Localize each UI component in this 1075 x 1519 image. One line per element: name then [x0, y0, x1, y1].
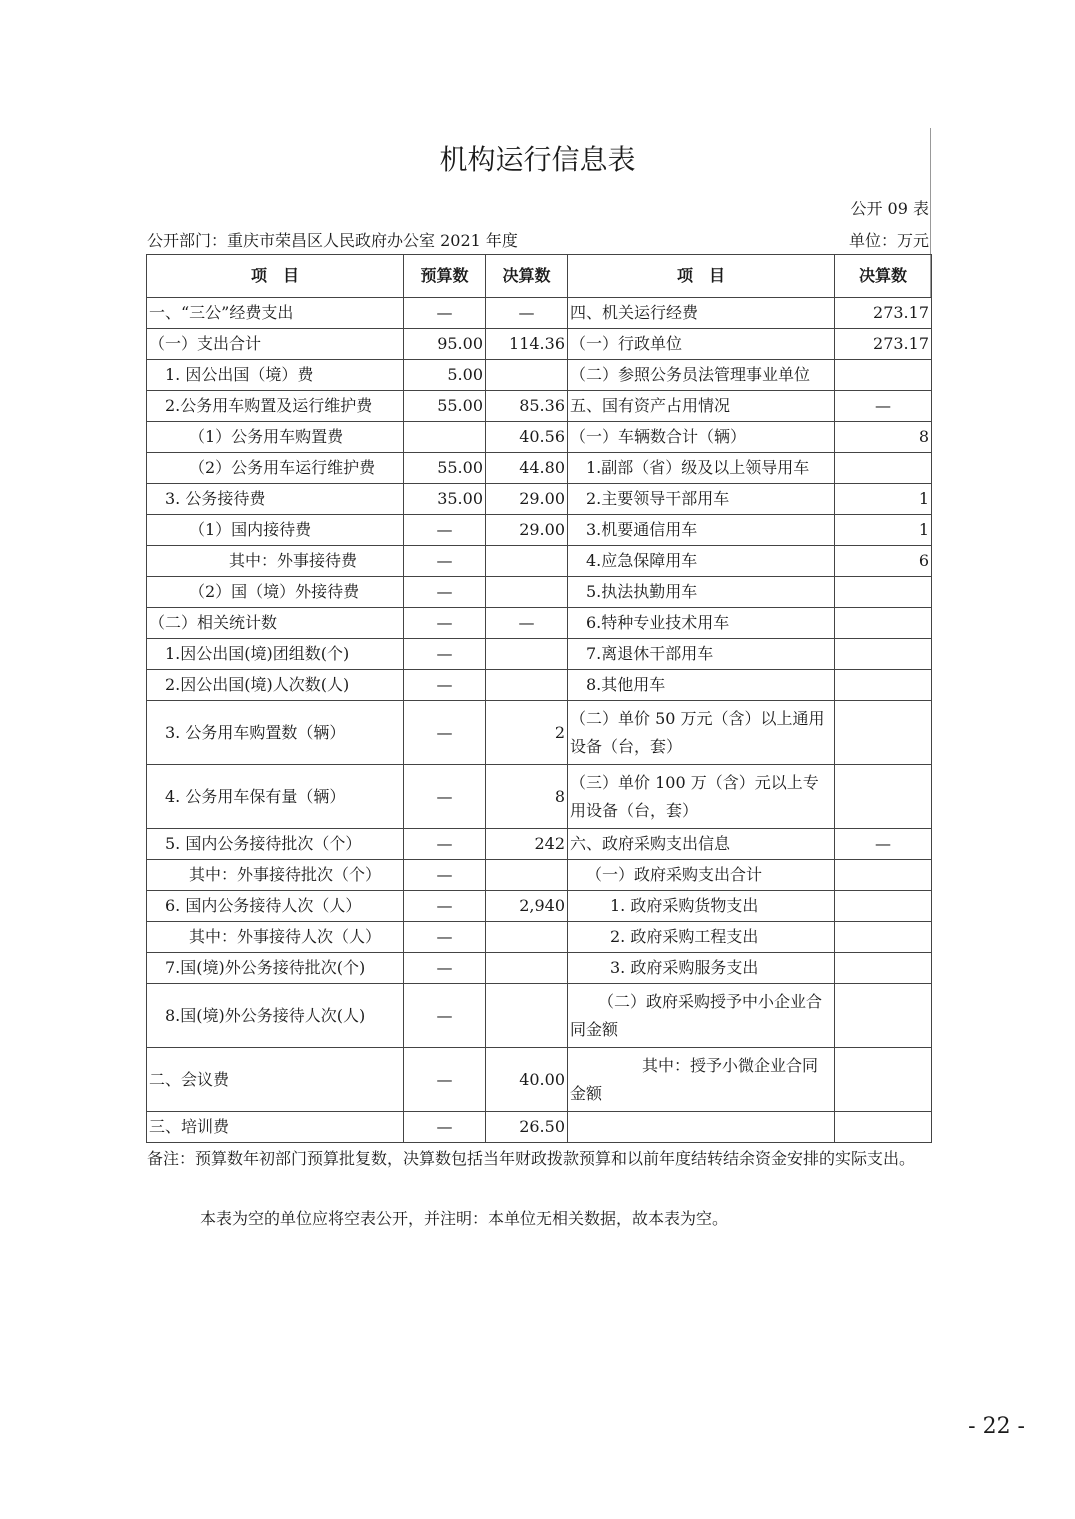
- table-row: [147, 484, 932, 515]
- page-title: 机构运行信息表: [439, 143, 636, 176]
- row-actual: —: [486, 298, 568, 329]
- row-right-actual: [835, 453, 932, 484]
- row-label: 其中：外事接待费: [147, 546, 404, 577]
- footnote-empty-table: 本表为空的单位应将空表公开，并注明：本单位无相关数据，故本表为空。: [200, 1209, 729, 1228]
- table-row: [147, 701, 932, 765]
- row-label: 8.国(境)外公务接待人次(人): [147, 984, 404, 1048]
- row-budget: —: [404, 515, 486, 546]
- table-row: [147, 860, 932, 891]
- row-right-label: 6.特种专业技术用车: [568, 608, 835, 639]
- row-actual: 40.56: [486, 422, 568, 453]
- row-actual: [486, 984, 568, 1048]
- row-right-actual: [835, 984, 932, 1048]
- row-right-actual: —: [835, 391, 932, 422]
- row-right-actual: 1: [835, 515, 932, 546]
- table-row: [147, 1112, 932, 1143]
- row-right-actual: [835, 670, 932, 701]
- row-right-label: 4.应急保障用车: [568, 546, 835, 577]
- table-row: [147, 391, 932, 422]
- row-budget: 55.00: [404, 453, 486, 484]
- row-right-label: 7.离退休干部用车: [568, 639, 835, 670]
- row-budget: —: [404, 1048, 486, 1112]
- row-budget: —: [404, 765, 486, 829]
- row-right-actual: [835, 765, 932, 829]
- row-label: 6. 国内公务接待人次（人）: [147, 891, 404, 922]
- header-budget: 预算数: [404, 255, 486, 298]
- row-label: 其中：外事接待人次（人）: [147, 922, 404, 953]
- row-label: 1.因公出国(境)团组数(个): [147, 639, 404, 670]
- row-actual: [486, 546, 568, 577]
- row-actual: [486, 360, 568, 391]
- row-label: 三、培训费: [147, 1112, 404, 1143]
- table-row: [147, 953, 932, 984]
- table-row: [147, 639, 932, 670]
- row-label: 3. 公务接待费: [147, 484, 404, 515]
- row-right-actual: [835, 953, 932, 984]
- row-budget: —: [404, 608, 486, 639]
- row-budget: 35.00: [404, 484, 486, 515]
- row-label: 5. 国内公务接待批次（个）: [147, 829, 404, 860]
- table-row: [147, 922, 932, 953]
- row-right-actual: [835, 360, 932, 391]
- row-budget: —: [404, 639, 486, 670]
- row-actual: 26.50: [486, 1112, 568, 1143]
- row-actual: 114.36: [486, 329, 568, 360]
- row-right-label: 3.机要通信用车: [568, 515, 835, 546]
- row-right-actual: 8: [835, 422, 932, 453]
- table-row: [147, 829, 932, 860]
- row-right-label: （一）政府采购支出合计: [568, 860, 835, 891]
- row-label: （二）相关统计数: [147, 608, 404, 639]
- row-label: 2.公务用车购置及运行维护费: [147, 391, 404, 422]
- table-row: [147, 546, 932, 577]
- table-row: [147, 515, 932, 546]
- row-budget: —: [404, 829, 486, 860]
- row-right-label: 其中：授予小微企业合同金额: [568, 1048, 835, 1112]
- row-actual: —: [486, 608, 568, 639]
- row-actual: 29.00: [486, 484, 568, 515]
- row-budget: —: [404, 670, 486, 701]
- table-row: [147, 422, 932, 453]
- row-right-actual: [835, 891, 932, 922]
- table-row: [147, 329, 932, 360]
- row-label: 其中：外事接待批次（个）: [147, 860, 404, 891]
- row-right-label: 四、机关运行经费: [568, 298, 835, 329]
- row-budget: —: [404, 984, 486, 1048]
- unit-label: 单位：万元: [848, 231, 929, 250]
- row-budget: —: [404, 922, 486, 953]
- row-right-actual: [835, 860, 932, 891]
- row-right-label: 2.主要领导干部用车: [568, 484, 835, 515]
- row-actual: 40.00: [486, 1048, 568, 1112]
- row-actual: [486, 860, 568, 891]
- row-actual: 29.00: [486, 515, 568, 546]
- info-table: [146, 254, 932, 1143]
- table-row: [147, 670, 932, 701]
- row-budget: —: [404, 577, 486, 608]
- header-actual-left: 决算数: [486, 255, 568, 298]
- row-actual: 2,940: [486, 891, 568, 922]
- row-budget: 55.00: [404, 391, 486, 422]
- table-row: [147, 360, 932, 391]
- row-right-actual: [835, 608, 932, 639]
- row-actual: [486, 953, 568, 984]
- row-label: （2）公务用车运行维护费: [147, 453, 404, 484]
- row-right-label: 8.其他用车: [568, 670, 835, 701]
- row-right-actual: [835, 577, 932, 608]
- row-right-actual: [835, 1048, 932, 1112]
- row-right-label: 五、国有资产占用情况: [568, 391, 835, 422]
- row-right-actual: [835, 701, 932, 765]
- header-actual-right: 决算数: [835, 255, 932, 298]
- table-row: [147, 984, 932, 1048]
- row-right-label: 2. 政府采购工程支出: [568, 922, 835, 953]
- row-right-label: （一）行政单位: [568, 329, 835, 360]
- row-right-actual: [835, 1112, 932, 1143]
- row-right-label: [568, 1112, 835, 1143]
- table-row: [147, 891, 932, 922]
- row-budget: 5.00: [404, 360, 486, 391]
- row-right-label: 5.执法执勤用车: [568, 577, 835, 608]
- row-label: 4. 公务用车保有量（辆）: [147, 765, 404, 829]
- row-actual: 44.80: [486, 453, 568, 484]
- footnote: 备注：预算数年初部门预算批复数，决算数包括当年财政拨款预算和以前年度结转结余资金安排的实际支出。: [147, 1149, 916, 1168]
- row-right-label: （二）单价 50 万元（含）以上通用设备（台，套）: [568, 701, 835, 765]
- row-label: 3. 公务用车购置数（辆）: [147, 701, 404, 765]
- row-actual: [486, 670, 568, 701]
- row-budget: —: [404, 298, 486, 329]
- header-item-left: 项 目: [147, 255, 404, 298]
- department-line: 公开部门：重庆市荣昌区人民政府办公室 2021 年度: [147, 231, 518, 250]
- row-budget: —: [404, 701, 486, 765]
- table-row: [147, 453, 932, 484]
- form-number: 公开 09 表: [850, 199, 929, 218]
- row-right-actual: [835, 922, 932, 953]
- row-actual: [486, 922, 568, 953]
- table-header-row: [147, 255, 932, 298]
- page-number: - 22 -: [968, 1414, 1025, 1439]
- row-label: （1）公务用车购置费: [147, 422, 404, 453]
- table-row: [147, 765, 932, 829]
- table-row: [147, 608, 932, 639]
- row-label: （2）国（境）外接待费: [147, 577, 404, 608]
- row-label: 二、会议费: [147, 1048, 404, 1112]
- row-right-actual: 273.17: [835, 298, 932, 329]
- row-actual: [486, 639, 568, 670]
- header-item-right: 项 目: [568, 255, 835, 298]
- table-row: [147, 298, 932, 329]
- row-right-label: （二）政府采购授予中小企业合同金额: [568, 984, 835, 1048]
- row-right-actual: 6: [835, 546, 932, 577]
- row-right-label: 3. 政府采购服务支出: [568, 953, 835, 984]
- row-right-actual: 1: [835, 484, 932, 515]
- row-right-actual: [835, 639, 932, 670]
- row-actual: [486, 577, 568, 608]
- row-label: （1）国内接待费: [147, 515, 404, 546]
- row-right-label: 1.副部（省）级及以上领导用车: [568, 453, 835, 484]
- row-label: 7.国(境)外公务接待批次(个): [147, 953, 404, 984]
- row-actual: 85.36: [486, 391, 568, 422]
- row-budget: —: [404, 1112, 486, 1143]
- row-label: 2.因公出国(境)人次数(人): [147, 670, 404, 701]
- row-label: 1. 因公出国（境）费: [147, 360, 404, 391]
- row-budget: —: [404, 953, 486, 984]
- row-budget: —: [404, 891, 486, 922]
- row-right-label: 六、政府采购支出信息: [568, 829, 835, 860]
- table-row: [147, 1048, 932, 1112]
- row-right-label: （一）车辆数合计（辆）: [568, 422, 835, 453]
- row-right-actual: 273.17: [835, 329, 932, 360]
- row-label: 一、“三公”经费支出: [147, 298, 404, 329]
- row-budget: 95.00: [404, 329, 486, 360]
- row-right-label: （二）参照公务员法管理事业单位: [568, 360, 835, 391]
- row-right-label: 1. 政府采购货物支出: [568, 891, 835, 922]
- row-label: （一）支出合计: [147, 329, 404, 360]
- row-right-label: （三）单价 100 万（含）元以上专用设备（台，套）: [568, 765, 835, 829]
- row-actual: 2: [486, 701, 568, 765]
- row-right-actual: —: [835, 829, 932, 860]
- row-budget: [404, 422, 486, 453]
- table-row: [147, 577, 932, 608]
- row-actual: 8: [486, 765, 568, 829]
- row-budget: —: [404, 860, 486, 891]
- row-budget: —: [404, 546, 486, 577]
- row-actual: 242: [486, 829, 568, 860]
